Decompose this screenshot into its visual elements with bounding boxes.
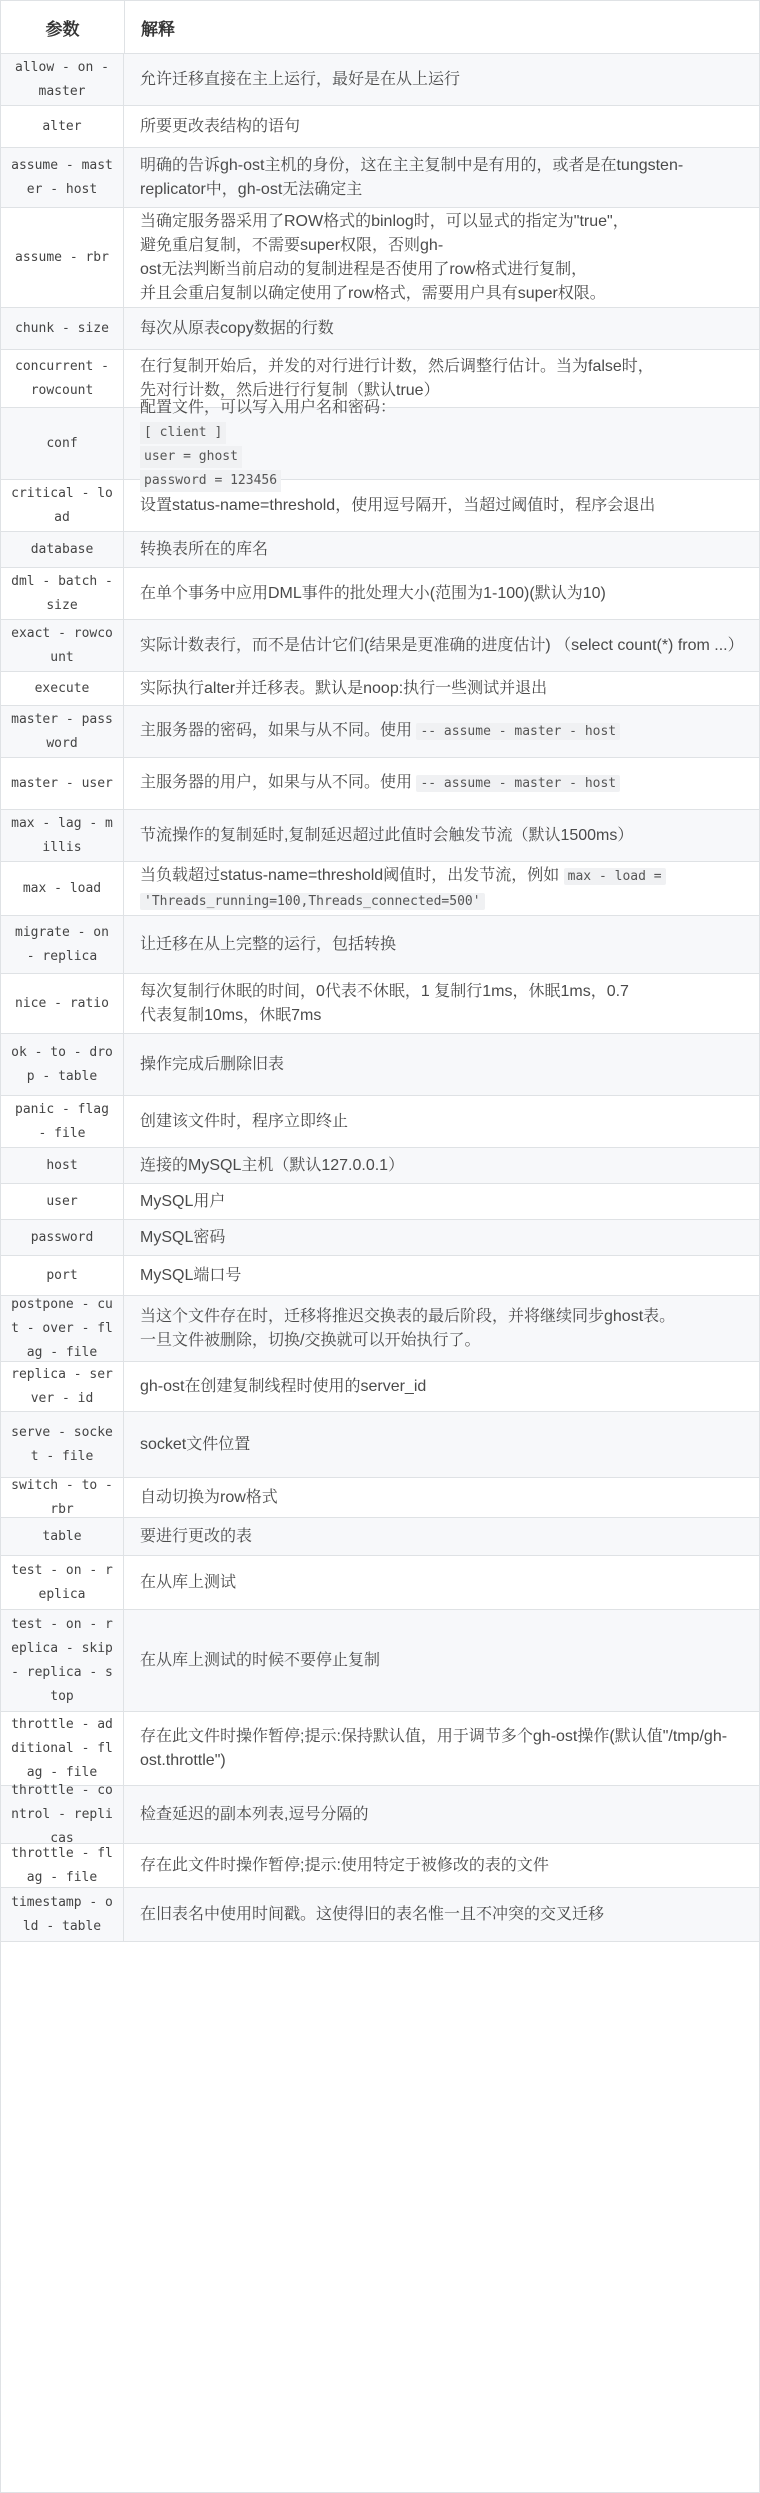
desc-line: MySQL端口号 [140,1266,242,1284]
param-cell [1,148,124,207]
desc-cell [124,54,759,105]
desc-cell [124,1518,759,1555]
desc-line: MySQL密码 [140,1228,226,1246]
desc-line: 允许迁移直接在主上运行，最好是在从上运行 [140,70,461,88]
param-name: port [46,1267,78,1283]
code-line: [ client ] [140,422,226,444]
param-name: throttle - control - replicas [11,1782,113,1846]
table-row [1,1712,759,1786]
desc-line: 在从库上测试 [140,1573,237,1591]
param-name: master - user [11,775,113,791]
desc-line: 在旧表名中使用时间戳。这使得旧的表名惟一且不冲突的交叉迁移 [140,1905,605,1923]
param-cell [1,1844,124,1887]
table-row [1,1096,759,1148]
table-row [1,1782,759,1846]
param-name: panic - flag - file [15,1101,109,1141]
param-name: exact - rowcount [11,625,113,665]
table-row [1,1888,759,1942]
desc-cell [124,1556,759,1609]
desc-line: 明确的告诉gh-ost主机的身份，这在主主复制中是有用的，或者是在tungsten-replicator中，gh-ost无法确定主 [140,156,684,198]
desc-cell [124,1184,759,1219]
desc-code: max - load = [564,868,666,885]
param-cell [1,1034,124,1095]
param-cell [1,706,124,757]
desc-cell [124,1888,759,1941]
param-name: table [42,1528,82,1544]
desc-code: -- assume - master - host [416,775,620,792]
desc-cell [124,1096,759,1147]
desc-cell [124,532,759,567]
param-name: test - on - replica - skip - replica - stop [11,1616,113,1704]
desc-line: gh-ost在创建复制线程时使用的server_id [140,1377,427,1395]
desc-cell [124,620,759,671]
param-cell [1,862,124,915]
table-row [1,672,759,706]
table-row [1,1148,759,1184]
param-cell [1,916,124,973]
desc-line: 自动切换为row格式 [140,1488,278,1506]
param-name: critical - load [11,485,113,525]
desc-cell [124,862,759,915]
desc-line: socket文件位置 [140,1435,251,1453]
param-cell [1,1096,124,1147]
param-name: ok - to - drop - table [11,1044,113,1084]
table-row [1,54,759,106]
desc-line: 设置status-name=threshold，使用逗号隔开，当超过阈值时，程序会退出 [140,496,656,514]
param-cell [1,480,124,531]
desc-cell [124,568,759,619]
param-name: allow - on - master [15,59,109,99]
desc-text: 当负载超过status-name=threshold阈值时，出发节流，例如 [140,866,564,884]
param-cell [1,208,124,307]
table-row [1,532,759,568]
param-name: postpone - cut - over - flag - file [11,1296,113,1360]
desc-cell [124,106,759,147]
param-cell [1,308,124,349]
code-line: password = 123456 [140,470,281,492]
table-row [1,620,759,672]
table-row [1,1518,759,1556]
param-name: max - load [22,880,102,896]
param-cell [1,1148,124,1183]
param-name: conf [46,435,78,451]
param-cell [1,1256,124,1295]
param-cell [1,408,124,479]
param-cell [1,568,124,619]
param-cell [1,1888,124,1941]
table-row [1,1362,759,1412]
table-row [1,568,759,620]
desc-cell [124,810,759,861]
table-header [1,1,759,54]
desc-text: 主服务器的密码，如果与从不同。使用 [140,722,417,739]
table-row [1,1610,759,1712]
param-cell [1,532,124,567]
param-cell [1,1712,124,1785]
param-name: alter [42,118,82,134]
desc-cell [124,672,759,705]
table-row [1,106,759,148]
desc-cell [124,480,759,531]
desc-cell [124,208,759,307]
desc-cell [124,148,759,207]
table-row [1,706,759,758]
table-row [1,1412,759,1478]
table-row [1,862,759,916]
param-cell [1,54,124,105]
table-row [1,974,759,1034]
desc-cell [124,1478,759,1517]
param-name: test - on - replica [11,1562,113,1602]
table-row [1,1478,759,1518]
param-name: password [30,1229,94,1245]
param-name: user [46,1193,78,1209]
desc-code: 'Threads_running=100,Threads_connected=500' [140,893,485,910]
table-row [1,1220,759,1256]
param-cell [1,1610,124,1711]
param-cell [1,810,124,861]
desc-line: 所要更改表结构的语句 [140,117,301,135]
table-row [1,398,759,488]
desc-line: 节流操作的复制延时,复制延迟超过此值时会触发节流（默认1500ms） [140,826,634,844]
param-name: concurrent - rowcount [15,358,109,398]
desc-line: 先对行计数，然后进行行复制（默认true） [140,381,440,399]
desc-line: 配置文件，可以写入用户名和密码： [140,398,397,416]
param-name: assume - master - host [11,157,113,197]
table-row [1,758,759,810]
desc-line: 要进行更改的表 [140,1527,253,1545]
param-cell [1,758,124,809]
param-name: master - password [11,711,113,751]
param-cell [1,974,124,1033]
desc-line: 当这个文件存在时，迁移将推迟交换表的最后阶段，并将继续同步ghost表。 [140,1307,676,1325]
desc-line: 实际计数表行，而不是估计它们(结果是更准确的进度估计) （select count(*) from ...） [140,636,744,654]
param-name: throttle - additional - flag - file [11,1716,113,1780]
param-cell [1,1556,124,1609]
desc-line: 并且会重启复制以确定使用了row格式，需要用户具有super权限。 [140,284,606,302]
table-row [1,1256,759,1296]
desc-cell [124,398,759,488]
desc-cell [124,1610,759,1711]
table-row [1,1034,759,1096]
desc-line: 在单个事务中应用DML事件的批处理大小(范围为1-100)(默认为10) [140,584,606,602]
param-name: replica - server - id [11,1366,113,1406]
desc-line: 当确定服务器采用了ROW格式的binlog时，可以显式的指定为"true"， [140,212,629,230]
desc-text: 主服务器的用户，如果与从不同。使用 [140,774,417,791]
param-name: host [46,1157,78,1173]
param-cell [1,106,124,147]
desc-line: 操作完成后删除旧表 [140,1055,285,1073]
param-cell [1,350,124,407]
desc-cell [124,1220,759,1255]
desc-line: 每次从原表copy数据的行数 [140,319,334,337]
param-name: chunk - size [15,320,109,336]
desc-cell [124,1844,759,1887]
param-name: execute [34,680,90,696]
desc-line: 代表复制10ms，休眠7ms [140,1006,322,1024]
desc-line: 实际执行alter并迁移表。默认是noop:执行一些测试并退出 [140,679,548,697]
desc-line: MySQL用户 [140,1192,226,1210]
desc-line: 连接的MySQL主机（默认127.0.0.1） [140,1156,405,1174]
desc-line: 避免重启复制，不需要super权限，否则gh- [140,236,444,254]
desc-cell [124,974,759,1033]
header-desc: 解释 [141,19,175,39]
desc-line: 检查延迟的副本列表,逗号分隔的 [140,1805,369,1823]
param-cell [1,1518,124,1555]
desc-line: 让迁移在从上完整的运行，包括转换 [140,935,397,953]
desc-line: 存在此文件时操作暂停;提示:使用特定于被修改的表的文件 [140,1856,549,1874]
param-cell [1,672,124,705]
desc-cell [124,1712,759,1785]
desc-cell [124,1296,759,1361]
desc-cell [124,1256,759,1295]
header-param: 参数 [1,1,125,53]
param-name: throttle - flag - file [11,1845,113,1885]
param-name: switch - to - rbr [11,1477,113,1517]
table-row [1,208,759,308]
param-name: max - lag - millis [11,815,113,855]
param-name: dml - batch - size [11,573,113,613]
table-row [1,1184,759,1220]
table-row [1,480,759,532]
desc-cell [124,758,759,809]
desc-line: 在从库上测试的时候不要停止复制 [140,1651,381,1669]
desc-line: 存在此文件时操作暂停;提示:保持默认值，用于调节多个gh-ost操作(默认值"/tmp/gh-ost.throttle") [140,1727,728,1769]
desc-cell [124,1034,759,1095]
table-row [1,1556,759,1610]
table-row [1,308,759,350]
param-name: timestamp - old - table [11,1894,113,1934]
desc-line: 转换表所在的库名 [140,540,269,558]
desc-cell [124,706,759,757]
desc-cell [124,308,759,349]
desc-code: -- assume - master - host [416,723,620,740]
param-name: migrate - on - replica [15,924,109,964]
param-cell [1,1184,124,1219]
table-row [1,810,759,862]
code-line: user = ghost [140,446,242,468]
desc-line: 每次复制行休眠的时间，0代表不休眠，1 复制行1ms，休眠1ms，0.7 [140,982,629,1000]
desc-line: 一旦文件被删除，切换/交换就可以开始执行了。 [140,1331,481,1349]
param-cell [1,1782,124,1846]
param-cell [1,620,124,671]
table-row [1,1844,759,1888]
desc-cell [124,1148,759,1183]
desc-cell [124,1362,759,1411]
desc-cell [124,1786,759,1843]
desc-line: ost无法判断当前启动的复制进程是否使用了row格式进行复制， [140,260,588,278]
table-row [1,1296,759,1362]
desc-line: 在行复制开始后，并发的对行进行计数，然后调整行估计。当为false时， [140,357,654,375]
table-row [1,916,759,974]
param-name: assume - rbr [15,249,109,265]
param-cell [1,1296,124,1361]
desc-cell [124,1412,759,1477]
desc-line: 创建该文件时，程序立即终止 [140,1112,349,1130]
param-cell [1,1362,124,1411]
param-name: nice - ratio [15,995,109,1011]
param-cell [1,1412,124,1477]
param-cell [1,1478,124,1517]
param-name: serve - socket - file [11,1424,113,1464]
table-row [1,148,759,208]
desc-cell [124,916,759,973]
table-body [1,54,759,1942]
param-cell [1,1220,124,1255]
param-name: database [30,541,94,557]
